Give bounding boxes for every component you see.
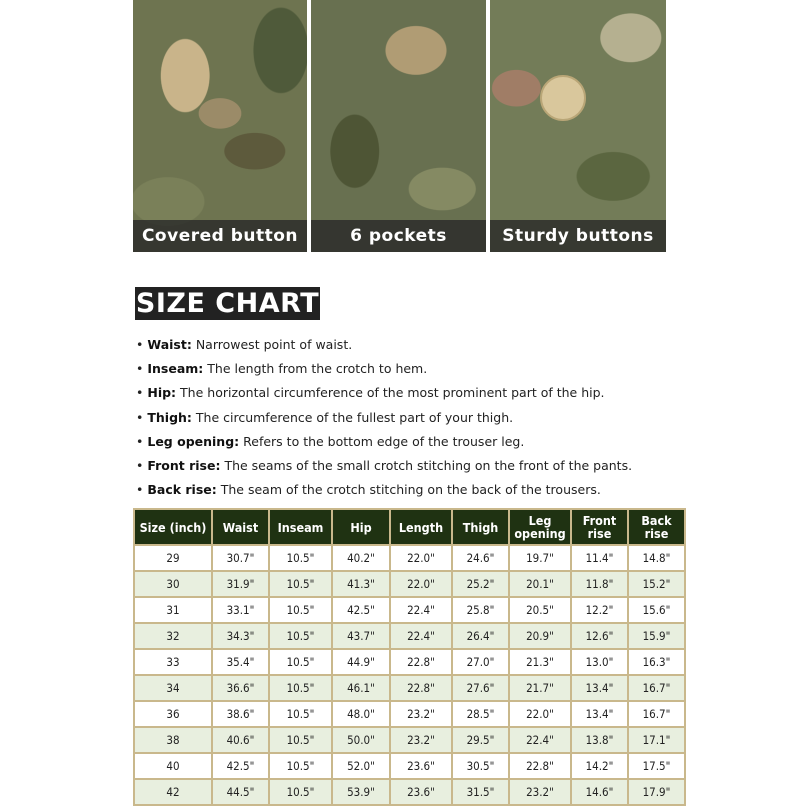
table-cell: 34.3" xyxy=(212,623,269,649)
definition-item: • Waist: Narrowest point of waist. xyxy=(136,337,353,352)
table-cell: 50.0" xyxy=(332,727,390,753)
size-table xyxy=(133,508,686,806)
table-cell: 41.3" xyxy=(332,571,390,597)
table-cell: 46.1" xyxy=(332,675,390,701)
table-cell: 10.5" xyxy=(269,779,332,805)
table-cell: 24.6" xyxy=(452,545,509,571)
table-cell: 22.4" xyxy=(390,597,452,623)
table-cell: 31.5" xyxy=(452,779,509,805)
table-cell: 10.5" xyxy=(269,649,332,675)
table-cell: 52.0" xyxy=(332,753,390,779)
table-cell: 23.6" xyxy=(390,779,452,805)
table-cell: 35.4" xyxy=(212,649,269,675)
definition: Narrowest point of waist. xyxy=(195,337,353,352)
table-cell: 21.7" xyxy=(509,675,571,701)
column-header: Hip xyxy=(332,509,390,545)
table-cell: 40.6" xyxy=(212,727,269,753)
table-cell: 20.5" xyxy=(509,597,571,623)
table-cell: 32 xyxy=(134,623,212,649)
column-header: Front rise xyxy=(571,509,628,545)
table-cell: 13.8" xyxy=(571,727,628,753)
column-header: Inseam xyxy=(269,509,332,545)
table-row xyxy=(134,753,685,779)
term: Waist: xyxy=(147,337,192,352)
column-header: Waist xyxy=(212,509,269,545)
table-cell: 23.2" xyxy=(509,779,571,805)
table-cell: 16.3" xyxy=(628,649,685,675)
table-cell: 22.4" xyxy=(390,623,452,649)
table-cell: 22.0" xyxy=(390,545,452,571)
table-cell: 28.5" xyxy=(452,701,509,727)
table-cell: 10.5" xyxy=(269,597,332,623)
table-cell: 14.6" xyxy=(571,779,628,805)
column-header: Back rise xyxy=(628,509,685,545)
table-cell: 10.5" xyxy=(269,701,332,727)
table-cell: 10.5" xyxy=(269,545,332,571)
table-cell: 23.2" xyxy=(390,727,452,753)
table-cell: 42 xyxy=(134,779,212,805)
table-cell: 22.8" xyxy=(509,753,571,779)
definition-item: • Leg opening: Refers to the bottom edge of the trouser leg. xyxy=(136,433,525,449)
table-row xyxy=(134,571,685,597)
table-cell: 15.2" xyxy=(628,571,685,597)
table-cell: 44.5" xyxy=(212,779,269,805)
table-cell: 30.5" xyxy=(452,753,509,779)
table-cell: 42.5" xyxy=(212,753,269,779)
table-row xyxy=(134,727,685,753)
definition: The horizontal circumference of the most prominent part of the hip. xyxy=(180,385,605,401)
table-cell: 25.8" xyxy=(452,597,509,623)
table-cell: 30.7" xyxy=(212,545,269,571)
table-cell: 16.7" xyxy=(628,701,685,727)
table-row xyxy=(134,779,685,805)
table-row xyxy=(134,623,685,649)
table-cell: 12.2" xyxy=(571,597,628,623)
table-cell: 23.2" xyxy=(390,701,452,727)
table-cell: 22.4" xyxy=(509,727,571,753)
definition: Refers to the bottom edge of the trouser leg. xyxy=(243,433,525,449)
table-cell: 26.4" xyxy=(452,623,509,649)
table-cell: 25.2" xyxy=(452,571,509,597)
table-cell: 10.5" xyxy=(269,727,332,753)
table-cell: 23.6" xyxy=(390,753,452,779)
table-cell: 27.6" xyxy=(452,675,509,701)
table-cell: 33.1" xyxy=(212,597,269,623)
table-cell: 14.8" xyxy=(628,545,685,571)
column-header: Length xyxy=(390,509,452,545)
caption: Sturdy buttons xyxy=(490,220,666,252)
table-cell: 33 xyxy=(134,649,212,675)
caption: 6 pockets xyxy=(311,220,486,252)
term: Hip: xyxy=(147,385,177,401)
term: Leg opening: xyxy=(147,433,240,449)
table-row xyxy=(134,675,685,701)
term: Inseam: xyxy=(147,361,204,377)
table-cell: 17.1" xyxy=(628,727,685,753)
table-cell: 10.5" xyxy=(269,753,332,779)
table-cell: 10.5" xyxy=(269,571,332,597)
table-cell: 13.4" xyxy=(571,675,628,701)
table-cell: 40.2" xyxy=(332,545,390,571)
table-cell: 38 xyxy=(134,727,212,753)
table-cell: 36 xyxy=(134,701,212,727)
table-cell: 21.3" xyxy=(509,649,571,675)
table-cell: 31.9" xyxy=(212,571,269,597)
table-cell: 22.8" xyxy=(390,675,452,701)
definition: The seams of the small crotch stitching on the front of the pants. xyxy=(224,458,633,473)
table-cell: 30 xyxy=(134,571,212,597)
table-cell: 22.0" xyxy=(390,571,452,597)
table-cell: 29 xyxy=(134,545,212,571)
table-cell: 15.9" xyxy=(628,623,685,649)
table-row xyxy=(134,649,685,675)
table-row xyxy=(134,545,685,571)
table-cell: 29.5" xyxy=(452,727,509,753)
table-cell: 17.5" xyxy=(628,753,685,779)
definition-item: • Back rise: The seam of the crotch stitching on the back of the trousers. xyxy=(136,482,601,498)
table-cell: 36.6" xyxy=(212,675,269,701)
table-cell: 15.6" xyxy=(628,597,685,623)
photo-pockets xyxy=(311,0,486,252)
table-cell: 22.0" xyxy=(509,701,571,727)
definition: The circumference of the fullest part of your thigh. xyxy=(195,409,514,425)
caption: Covered button xyxy=(133,220,307,252)
table-cell: 38.6" xyxy=(212,701,269,727)
table-cell: 20.1" xyxy=(509,571,571,597)
column-header: Size (inch) xyxy=(134,509,212,545)
table-cell: 17.9" xyxy=(628,779,685,805)
photo-sturdy-buttons xyxy=(490,0,666,252)
term: Front rise: xyxy=(147,458,221,473)
column-header: Thigh xyxy=(452,509,509,545)
term: Back rise: xyxy=(147,482,217,498)
table-cell: 16.7" xyxy=(628,675,685,701)
table-cell: 14.2" xyxy=(571,753,628,779)
button-image xyxy=(540,75,586,121)
table-cell: 48.0" xyxy=(332,701,390,727)
column-header: Leg opening xyxy=(509,509,571,545)
term: Thigh: xyxy=(147,409,192,425)
table-cell: 11.8" xyxy=(571,571,628,597)
table-cell: 20.9" xyxy=(509,623,571,649)
definition-item: • Inseam: The length from the crotch to hem. xyxy=(136,361,428,377)
definition: The length from the crotch to hem. xyxy=(207,361,428,377)
table-cell: 13.0" xyxy=(571,649,628,675)
table-row xyxy=(134,701,685,727)
table-cell: 40 xyxy=(134,753,212,779)
table-cell: 53.9" xyxy=(332,779,390,805)
table-cell: 10.5" xyxy=(269,675,332,701)
table-row xyxy=(134,597,685,623)
table-cell: 11.4" xyxy=(571,545,628,571)
table-cell: 10.5" xyxy=(269,623,332,649)
table-cell: 12.6" xyxy=(571,623,628,649)
definition-item: • Hip: The horizontal circumference of the most prominent part of the hip. xyxy=(136,385,605,401)
table-cell: 44.9" xyxy=(332,649,390,675)
table-cell: 27.0" xyxy=(452,649,509,675)
table-cell: 13.4" xyxy=(571,701,628,727)
table-cell: 42.5" xyxy=(332,597,390,623)
size-chart-title: SIZE CHART xyxy=(135,288,320,319)
table-cell: 43.7" xyxy=(332,623,390,649)
definition-item: • Front rise: The seams of the small crotch stitching on the front of the pants. xyxy=(136,458,633,473)
table-cell: 22.8" xyxy=(390,649,452,675)
table-cell: 31 xyxy=(134,597,212,623)
definition-item: • Thigh: The circumference of the fullest part of your thigh. xyxy=(136,409,514,425)
definition: The seam of the crotch stitching on the back of the trousers. xyxy=(220,482,601,498)
photo-covered-button xyxy=(133,0,307,252)
table-cell: 34 xyxy=(134,675,212,701)
table-cell: 19.7" xyxy=(509,545,571,571)
